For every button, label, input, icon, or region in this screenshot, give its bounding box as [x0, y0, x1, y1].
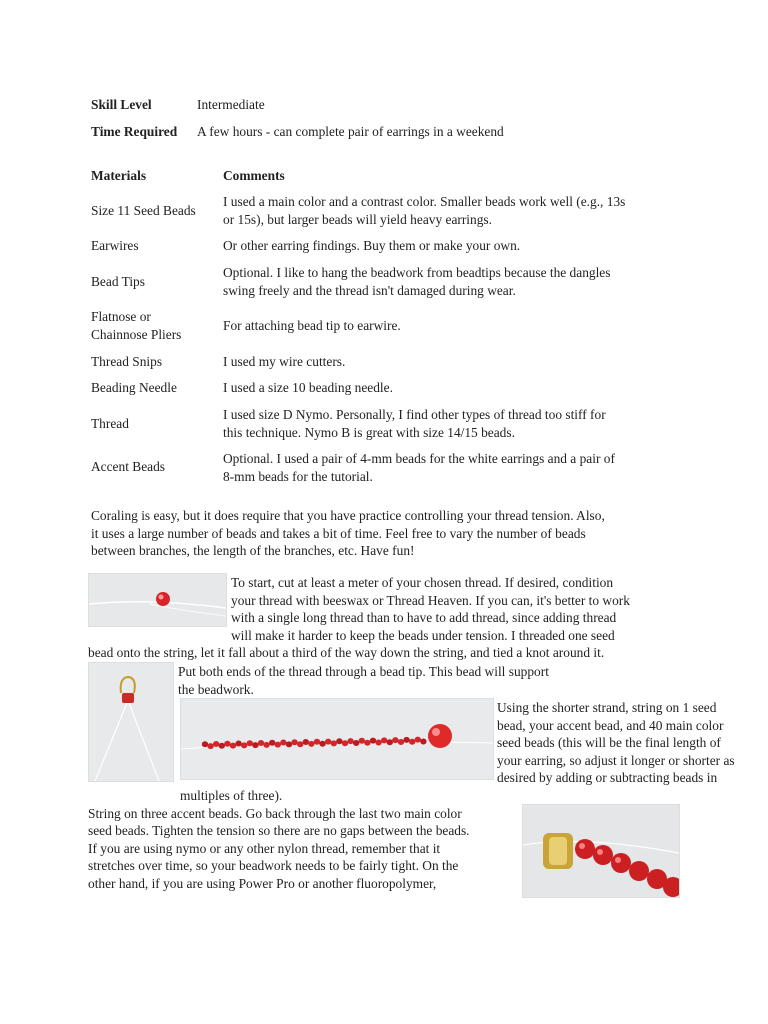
time-required-value: A few hours - can complete pair of earrings in a weekend — [197, 124, 504, 139]
seed-bead — [213, 741, 219, 747]
comment-cell: I used a size 10 beading needle. — [223, 380, 393, 395]
seed-bead — [219, 743, 225, 749]
step1-line: with a single long thread than to have to add thread, since adding thread — [231, 610, 617, 625]
seed-bead — [280, 740, 286, 746]
material-cell: Accent Beads — [91, 459, 165, 474]
step4-line: seed beads. Tighten the tension so there are no gaps between the beads. — [88, 823, 470, 838]
comment-cell: Optional. I like to hang the beadwork from beadtips because the dangles swing freely and the thread isn't damaged during wear. — [223, 265, 611, 298]
seed-bead — [303, 739, 309, 745]
seed-bead — [314, 739, 320, 745]
photo-bead-tip — [88, 662, 174, 782]
step3-line: Using the shorter strand, string on 1 seed — [497, 700, 717, 715]
step3-line: multiples of three). — [180, 788, 283, 803]
seed-bead — [263, 742, 269, 748]
seed-bead-strand-illustration — [181, 699, 493, 779]
skill-level-label: Skill Level — [91, 97, 152, 112]
intro-line: it uses a large number of beads and takes a bit of time. Feel free to vary the number of beads — [91, 526, 586, 541]
seed-bead — [420, 739, 426, 745]
photo-accent-beads — [522, 804, 680, 898]
step3-line: your earring, so adjust it longer or shorter as — [497, 753, 735, 768]
seed-bead — [364, 740, 370, 746]
step4-line: other hand, if you are using Power Pro or another fluoropolymer, — [88, 876, 437, 891]
comment-cell: I used size D Nymo. Personally, I find other types of thread too stiff for this technique. Nymo B is great with size 14/15 beads. — [223, 407, 606, 440]
seed-bead — [202, 741, 208, 747]
seed-bead — [353, 740, 359, 746]
seed-bead — [331, 740, 337, 746]
seed-bead — [325, 739, 331, 745]
material-cell: Flatnose or Chainnose Pliers — [91, 309, 182, 342]
bead-tip-illustration — [89, 663, 173, 781]
seed-bead — [409, 739, 415, 745]
seed-bead — [392, 737, 398, 743]
seed-bead — [387, 739, 393, 745]
seed-bead — [230, 743, 236, 749]
comment-cell: For attaching bead tip to earwire. — [223, 318, 401, 333]
material-cell: Beading Needle — [91, 380, 177, 395]
seed-bead — [286, 741, 292, 747]
time-required-label: Time Required — [91, 124, 178, 139]
step3-line: desired by adding or subtracting beads in — [497, 770, 718, 785]
step3-line: seed beads (this will be the final length of — [497, 735, 721, 750]
seed-bead — [359, 738, 365, 744]
intro-line: between branches, the length of the branches, etc. Have fun! — [91, 543, 415, 558]
materials-header: Materials — [91, 168, 147, 183]
seed-bead — [403, 737, 409, 743]
bead-on-thread-illustration — [89, 574, 226, 626]
seed-bead — [291, 739, 297, 745]
accent-beads-illustration — [523, 805, 679, 897]
seed-bead — [207, 743, 213, 749]
step4-line: If you are using nymo or any other nylon thread, remember that it — [88, 841, 441, 856]
skill-level-value: Intermediate — [197, 97, 265, 112]
seed-bead — [269, 740, 275, 746]
seed-bead — [336, 738, 342, 744]
seed-bead — [247, 740, 253, 746]
seed-bead — [252, 742, 258, 748]
material-cell: Earwires — [91, 238, 139, 253]
seed-bead — [308, 741, 314, 747]
photo-bead-on-thread — [88, 573, 227, 627]
material-cell: Thread Snips — [91, 354, 163, 369]
seed-bead — [241, 742, 247, 748]
intro-line: Coraling is easy, but it does require that you have practice controlling your thread tension. Also, — [91, 508, 605, 523]
step1-line: will make it harder to keep the beads under tension. I threaded one seed — [231, 628, 615, 643]
step4-line: String on three accent beads. Go back through the last two main color — [88, 806, 462, 821]
step3-line: bead, your accent bead, and 40 main color — [497, 718, 724, 733]
seed-bead — [275, 742, 281, 748]
seed-bead — [375, 740, 381, 746]
step2-line: the beadwork. — [178, 682, 254, 697]
photo-seed-bead-strand — [180, 698, 494, 780]
comments-header: Comments — [223, 168, 285, 183]
seed-bead — [224, 741, 230, 747]
material-cell: Bead Tips — [91, 274, 145, 289]
seed-bead — [398, 739, 404, 745]
seed-bead — [415, 737, 421, 743]
seed-bead — [347, 738, 353, 744]
material-cell: Size 11 Seed Beads — [91, 203, 196, 218]
seed-bead — [235, 741, 241, 747]
comment-cell: Or other earring findings. Buy them or make your own. — [223, 238, 521, 253]
seed-bead — [297, 741, 303, 747]
comment-cell: I used my wire cutters. — [223, 354, 346, 369]
seed-bead — [258, 740, 264, 746]
seed-bead — [342, 740, 348, 746]
comment-cell: I used a main color and a contrast color. Smaller beads work well (e.g., 13s or 15s), but larger beads will yield heavy earrings. — [223, 194, 626, 227]
step4-line: stretches over time, so your beadwork needs to be fairly tight. On the — [88, 858, 459, 873]
comment-cell: Optional. I used a pair of 4-mm beads for the white earrings and a pair of 8-mm beads for the tutorial. — [223, 451, 615, 484]
step1-line: bead onto the string, let it fall about a third of the way down the string, and tied a knot around it. — [88, 645, 605, 660]
step2-line: Put both ends of the thread through a bead tip. This bead will support — [178, 664, 549, 679]
step1-line: your thread with beeswax or Thread Heaven. If you can, it's better to work — [231, 593, 630, 608]
seed-bead — [319, 741, 325, 747]
seed-bead — [381, 737, 387, 743]
material-cell: Thread — [91, 416, 129, 431]
seed-bead — [370, 738, 376, 744]
step1-line: To start, cut at least a meter of your chosen thread. If desired, condition — [231, 575, 614, 590]
